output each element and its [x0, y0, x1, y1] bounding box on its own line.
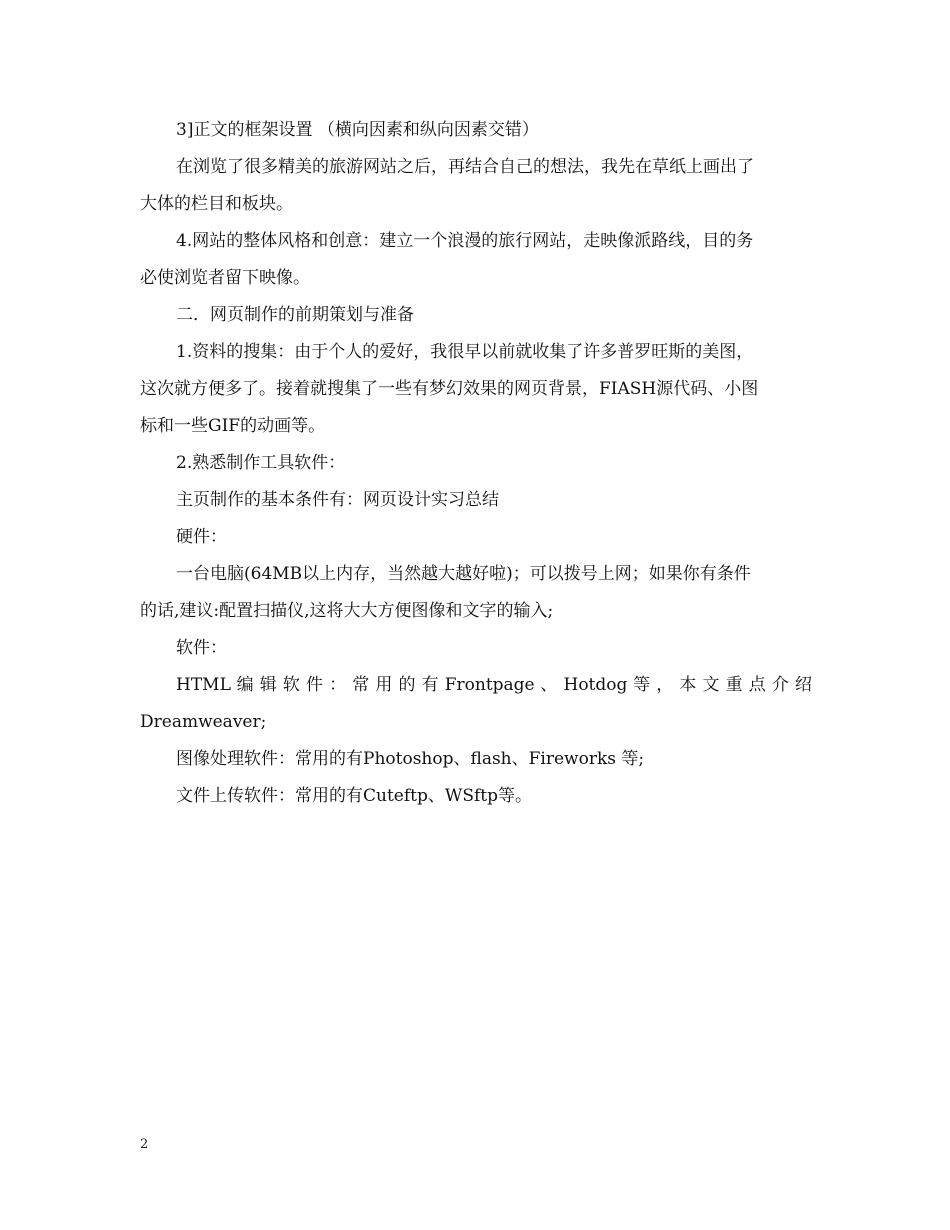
- paragraph-line-16: HTML 编 辑 软 件 ： 常 用 的 有 Frontpage 、 Hotdog 等 ， 本 文 重 点 介 绍: [176, 675, 812, 695]
- paragraph-line-9: 标和一些GIF的动画等。: [140, 416, 326, 436]
- document-body: [140, 117, 812, 809]
- paragraph-line-7: 1.资料的搜集：由于个人的爱好，我很早以前就收集了许多普罗旺斯的美图，: [176, 342, 754, 362]
- paragraph-line-11: 主页制作的基本条件有：网页设计实习总结: [176, 490, 499, 510]
- paragraph-line-12: 硬件：: [176, 527, 227, 547]
- paragraph-line-15: 软件：: [176, 638, 227, 658]
- paragraph-line-19: 文件上传软件：常用的有Cuteftp、WSftp等。: [176, 786, 532, 806]
- paragraph-line-8: 这次就方便多了。接着就搜集了一些有梦幻效果的网页背景，FIASH源代码、小图: [140, 379, 759, 399]
- page-number: 2: [140, 1137, 149, 1152]
- paragraph-line-13: 一台电脑(64MB以上内存，当然越大越好啦)；可以拨号上网；如果你有条件: [176, 564, 751, 584]
- paragraph-line-14: 的话,建议:配置扫描仪,这将大大方便图像和文字的输入;: [140, 601, 554, 621]
- paragraph-line-1: 3]正文的框架设置 （横向因素和纵向因素交错）: [176, 120, 539, 140]
- paragraph-line-2: 在浏览了很多精美的旅游网站之后，再结合自己的想法，我先在草纸上画出了: [176, 157, 754, 177]
- paragraph-line-4: 4.网站的整体风格和创意：建立一个浪漫的旅行网站，走映像派路线，目的务: [176, 231, 754, 251]
- section-heading: 二．网页制作的前期策划与准备: [176, 305, 414, 325]
- paragraph-line-3: 大体的栏目和板块。: [140, 194, 293, 214]
- paragraph-line-18: 图像处理软件：常用的有Photoshop、flash、Fireworks 等;: [176, 749, 645, 769]
- paragraph-line-5: 必使浏览者留下映像。: [140, 268, 310, 288]
- paragraph-line-17: Dreamweaver;: [140, 712, 267, 732]
- paragraph-line-10: 2.熟悉制作工具软件：: [176, 453, 346, 473]
